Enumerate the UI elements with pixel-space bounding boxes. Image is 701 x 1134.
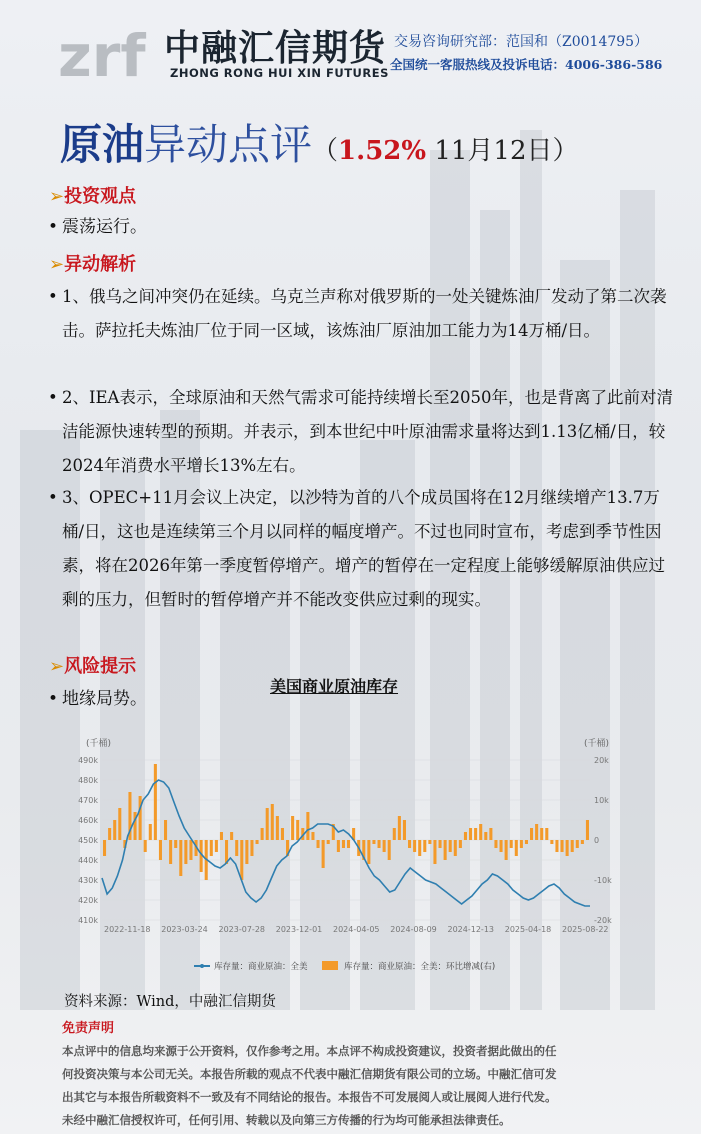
- inventory-change-bar: [540, 828, 543, 840]
- analysis-para-3: [48, 481, 676, 617]
- inventory-change-bar: [383, 840, 386, 852]
- risk-text: 地缘局势。: [62, 689, 147, 709]
- left-tick-label: 410k: [78, 916, 98, 925]
- inventory-change-bar: [469, 828, 472, 840]
- right-tick-label: 0: [594, 836, 600, 845]
- inventory-change-bar: [276, 816, 279, 840]
- logo-chinese: 中融汇信期货: [164, 28, 387, 69]
- inventory-change-bar: [256, 840, 259, 844]
- title-commodity: 原油: [60, 120, 145, 169]
- disclaimer-line: 未经中融汇信授权许可，任何引用、转载以及向第三方传播的行为均可能承担法律责任。: [62, 1113, 511, 1127]
- inventory-change-bar: [454, 840, 457, 856]
- x-tick-label: 2023-07-28: [218, 925, 265, 934]
- analysis-text-1: 1、俄乌之间冲突仍在延续。乌克兰声称对俄罗斯的一处关键炼油厂发动了第二次袭击。萨拉托夫炼油厂位于同一区域，该炼油厂原油加工能力为14万桶/日。: [62, 287, 667, 340]
- chart-title: 美国商业原油库存: [270, 677, 399, 696]
- legend-line-label: 库存量：商业原油：全美: [214, 962, 308, 972]
- inventory-change-bar: [250, 840, 253, 856]
- title-kind: 异动点评: [144, 120, 313, 169]
- inventory-change-bar: [555, 840, 558, 852]
- left-tick-label: 450k: [78, 836, 98, 845]
- inventory-change-bar: [322, 840, 325, 868]
- inventory-change-bar: [459, 840, 462, 848]
- right-tick-label: 20k: [594, 756, 609, 765]
- inventory-change-bar: [439, 840, 442, 848]
- inventory-change-bar: [337, 840, 340, 852]
- section-risk: [49, 652, 136, 678]
- inventory-change-bar: [144, 840, 147, 852]
- disclaimer-text: [62, 1040, 642, 1132]
- inventory-change-bar: [108, 828, 111, 840]
- right-tick-label: 10k: [594, 796, 609, 805]
- inventory-change-bar: [311, 832, 314, 840]
- inventory-change-bar: [347, 840, 350, 848]
- inventory-change-bar: [408, 840, 411, 848]
- inventory-change-bar: [281, 828, 284, 840]
- section-analysis-label: 异动解析: [64, 254, 137, 275]
- inventory-change-bar: [291, 816, 294, 840]
- inventory-change-bar: [413, 840, 416, 852]
- view-text: 震荡运行。: [62, 217, 147, 237]
- source-note: 资料来源：Wind，中融汇信期货: [64, 994, 276, 1010]
- title-open-paren: （: [312, 136, 339, 166]
- research-contact: 交易咨询研究部：范国和（Z0014795）: [394, 34, 649, 50]
- inventory-change-bar: [550, 840, 553, 844]
- inventory-change-bar: [571, 840, 574, 852]
- inventory-change-bar: [215, 840, 218, 852]
- x-tick-label: 2025-04-18: [504, 925, 552, 934]
- logo-mark-text: zrf: [58, 22, 146, 80]
- inventory-change-bar: [398, 816, 401, 840]
- inventory-change-bar: [423, 840, 426, 852]
- inventory-change-bar: [317, 840, 320, 848]
- left-tick-label: 470k: [78, 796, 98, 805]
- inventory-change-bar: [164, 820, 167, 840]
- disclaimer-line: 出其它与本报告所载资料不一致及有不同结论的报告。本报告不可发展阅人或让展阅人进行代发。: [62, 1090, 557, 1104]
- left-tick-label: 440k: [78, 856, 98, 865]
- inventory-change-bar: [327, 840, 330, 844]
- inventory-change-bar: [230, 832, 233, 840]
- inventory-change-bar: [296, 820, 299, 840]
- inventory-change-bar: [169, 840, 172, 864]
- analysis-text-2: 2、IEA表示，全球原油和天然气需求可能持续增长至2050年，也是背离了此前对清洁能源快速转型的预期。并表示，到本世纪中叶原油需求量将达到1.13亿桶/日，较2024年消费水平增长13%左右。: [62, 388, 673, 475]
- section-view-label: 投资观点: [64, 186, 137, 207]
- section-analysis: [49, 250, 136, 276]
- inventory-change-bar: [149, 824, 152, 840]
- analysis-para-1: [48, 280, 676, 348]
- inventory-change-bar: [418, 840, 421, 856]
- analysis-text-3: 3、OPEC+11月会议上决定，以沙特为首的八个成员国将在12月继续增产13.7万桶/日，这也是连续第三个月以同样的幅度增产。不过也同时宣布，考虑到季节性因素，将在2026年第一季度暂停增产。增产的暂停在一定程度上能够缓解原油供应过剩的压力，但暂时的暂停增产并不能改变供应过剩的现实。: [62, 488, 665, 609]
- inventory-change-bar: [118, 808, 121, 840]
- inventory-change-bar: [342, 840, 345, 848]
- inventory-change-bar: [266, 808, 269, 840]
- x-tick-label: 2023-03-24: [161, 925, 208, 934]
- inventory-change-bar: [464, 832, 467, 840]
- disclaimer-line: 本点评中的信息均来源于公开资料，仅作参考之用。本点评不构成投资建议，投资者据此做出的任: [62, 1044, 557, 1058]
- legend-line-marker: [200, 964, 204, 968]
- inventory-change-bar: [210, 840, 213, 856]
- inventory-change-bar: [505, 840, 508, 860]
- x-tick-label: 2023-12-01: [275, 925, 323, 934]
- inventory-change-bar: [393, 828, 396, 840]
- inventory-change-bar: [449, 840, 452, 852]
- inventory-change-bar: [525, 840, 528, 844]
- inventory-change-bar: [103, 840, 106, 856]
- left-unit-label: (千桶): [86, 739, 112, 749]
- title-change-pct: 1.52%: [338, 136, 427, 166]
- bullet-dot: •: [48, 488, 58, 507]
- inventory-change-bar: [235, 840, 238, 856]
- disclaimer-title: 免责声明: [62, 1021, 115, 1036]
- inventory-change-bar: [184, 840, 187, 864]
- legend-bar-label: 库存量：商业原油：全美：环比增减(右): [344, 962, 496, 972]
- inventory-change-bar: [428, 840, 431, 844]
- bullet-dot: •: [48, 287, 58, 306]
- arrow-icon: ➢: [49, 186, 65, 207]
- inventory-change-bar: [113, 820, 116, 840]
- arrow-icon: ➢: [49, 656, 65, 677]
- inventory-change-bar: [240, 840, 243, 880]
- title-date: 11月12日）: [426, 136, 579, 166]
- inventory-change-bar: [520, 840, 523, 848]
- inventory-change-bar: [484, 832, 487, 840]
- inventory-chart: [72, 730, 612, 980]
- x-tick-label: 2024-04-05: [333, 925, 380, 934]
- inventory-change-bar: [261, 828, 264, 840]
- inventory-change-bar: [174, 840, 177, 848]
- inventory-change-bar: [474, 828, 477, 840]
- analysis-para-2: [48, 381, 676, 483]
- hotline-contact: 全国统一客服热线及投诉电话：4006-386-586: [390, 57, 663, 72]
- inventory-change-bar: [545, 828, 548, 840]
- logo-english: ZHONG RONG HUI XIN FUTURES: [170, 66, 389, 80]
- x-tick-label: 2025-08-22: [562, 925, 609, 934]
- inventory-change-bar: [433, 840, 436, 864]
- page-title: [60, 112, 579, 172]
- inventory-change-bar: [561, 840, 564, 852]
- inventory-change-bar: [403, 820, 406, 840]
- left-tick-label: 460k: [78, 816, 98, 825]
- header: [0, 0, 701, 100]
- inventory-change-bar: [179, 840, 182, 876]
- left-tick-label: 480k: [78, 776, 98, 785]
- x-tick-label: 2024-08-09: [390, 925, 437, 934]
- inventory-change-bar: [479, 824, 482, 840]
- left-tick-label: 420k: [78, 896, 98, 905]
- arrow-icon: ➢: [49, 254, 65, 275]
- right-unit-label: (千桶): [584, 739, 610, 749]
- disclaimer-line: 何投资决策与本公司无关。本报告所载的观点不代表中融汇信期货有限公司的立场。中融汇信可发: [62, 1067, 557, 1081]
- left-tick-label: 430k: [78, 876, 98, 885]
- section-risk-label: 风险提示: [64, 656, 137, 677]
- bullet-dot: •: [48, 388, 58, 407]
- logo-mark: [58, 18, 163, 80]
- bullet-dot: •: [48, 217, 59, 237]
- inventory-change-bar: [530, 828, 533, 840]
- left-tick-label: 490k: [78, 756, 98, 765]
- inventory-change-bar: [220, 832, 223, 840]
- inventory-change-bar: [489, 828, 492, 840]
- inventory-change-bar: [378, 840, 381, 848]
- right-tick-label: -10k: [594, 876, 612, 885]
- inventory-change-bar: [388, 840, 391, 860]
- inventory-change-bar: [510, 840, 513, 848]
- inventory-change-bar: [306, 812, 309, 840]
- inventory-change-bar: [372, 840, 375, 844]
- x-tick-label: 2022-11-18: [104, 925, 151, 934]
- view-item: [48, 210, 668, 244]
- inventory-change-bar: [500, 840, 503, 852]
- inventory-change-bar: [444, 840, 447, 860]
- inventory-change-bar: [159, 840, 162, 860]
- inventory-change-bar: [535, 824, 538, 840]
- inventory-change-bar: [494, 840, 497, 848]
- inventory-change-bar: [154, 764, 157, 840]
- x-tick-label: 2024-12-13: [447, 925, 494, 934]
- inventory-change-bar: [245, 840, 248, 864]
- inventory-change-bar: [139, 796, 142, 840]
- inventory-change-bar: [367, 840, 370, 864]
- right-tick-label: -20k: [594, 916, 612, 925]
- legend-bar-swatch: [322, 961, 338, 970]
- inventory-change-bar: [586, 820, 589, 840]
- bullet-dot: •: [48, 689, 59, 709]
- section-view: [49, 182, 136, 208]
- inventory-change-bar: [566, 840, 569, 856]
- inventory-change-bar: [515, 840, 518, 856]
- inventory-change-bar: [189, 840, 192, 860]
- legend: [194, 961, 495, 972]
- inventory-change-bar: [576, 840, 579, 848]
- inventory-change-bar: [581, 840, 584, 844]
- inventory-change-bar: [271, 804, 274, 840]
